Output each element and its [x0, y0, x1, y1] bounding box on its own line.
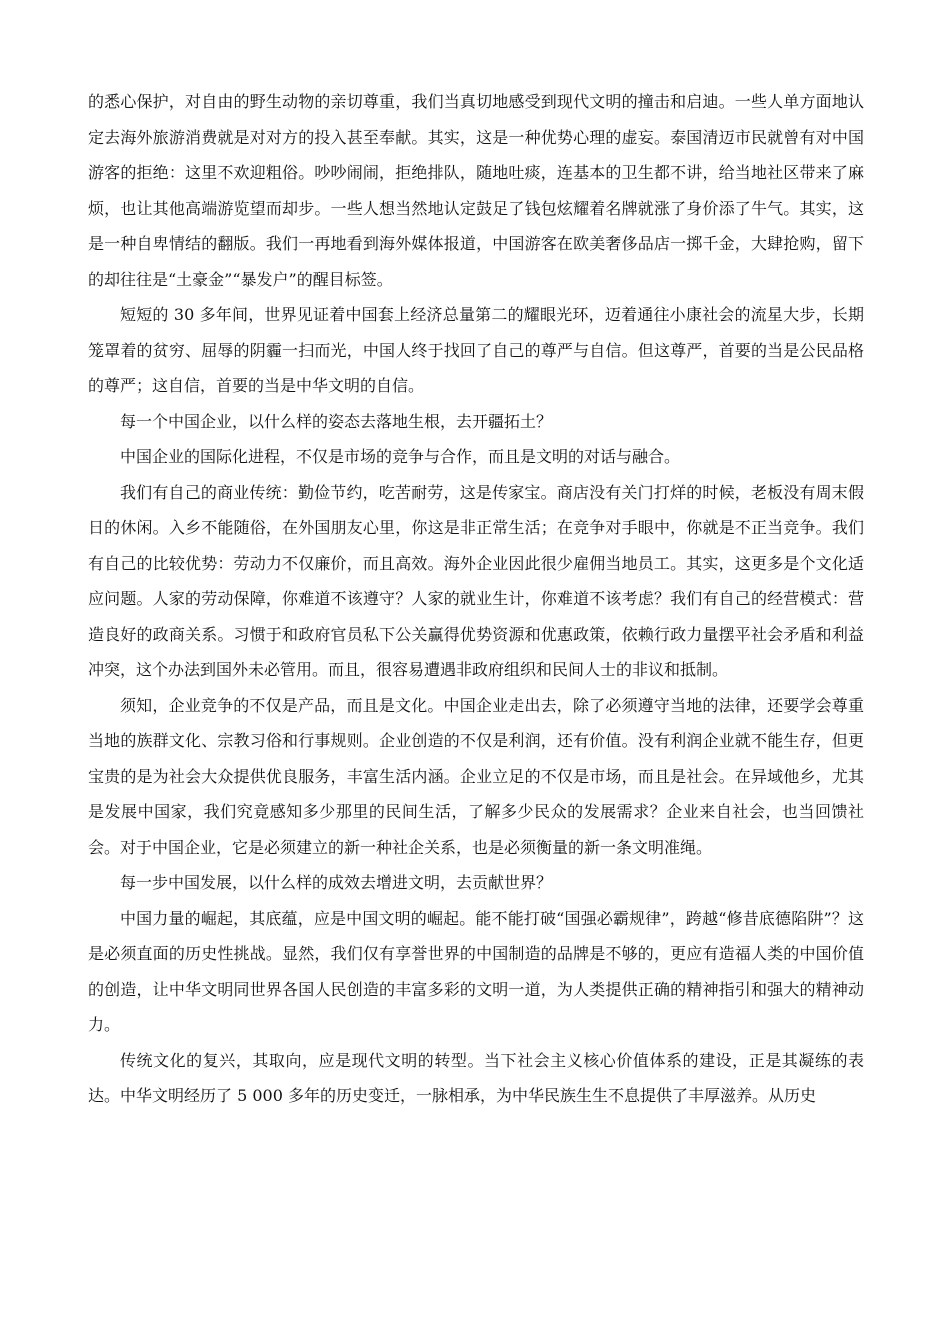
paragraph-7: 每一步中国发展，以什么样的成效去增进文明，去贡献世界？ [120, 873, 553, 892]
document-body [88, 84, 864, 1114]
paragraph-1: 的悉心保护，对自由的野生动物的亲切尊重，我们当真切地感受到现代文明的撞击和启迪。一些人单方面地认定去海外旅游消费就是对对方的投入甚至奉献。其实，这是一种优势心理的虚妄。泰国清迈市民就曾有对中国游客的拒绝：这里不欢迎粗俗。吵吵闹闹，拒绝排队，随地吐痰，连基本的卫生都不讲，给当地社区带来了麻烦，也让其他高端游览望而却步。一些人想当然地认定鼓足了钱包炫耀着名牌就涨了身价添了牛气。其实，这是一种自卑情结的翻版。我们一再地看到海外媒体报道，中国游客在欧美奢侈品店一掷千金，大肆抢购，留下的却往往是“土豪金”“暴发户”的醒目标签。 [88, 92, 864, 289]
paragraph-5: 我们有自己的商业传统：勤俭节约，吃苦耐劳，这是传家宝。商店没有关门打烊的时候，老板没有周末假日的休闲。入乡不能随俗，在外国朋友心里，你这是非正常生活；在竞争对手眼中，你就是不正当竞争。我们有自己的比较优势：劳动力不仅廉价，而且高效。海外企业因此很少雇佣当地员工。其实，这更多是个文化适应问题。人家的劳动保障，你难道不该遵守？人家的就业生计，你难道不该考虑？我们有自己的经营模式：营造良好的政商关系。习惯于和政府官员私下公关赢得优势资源和优惠政策，依赖行政力量摆平社会矛盾和利益冲突，这个办法到国外未必管用。而且，很容易遭遇非政府组织和民间人士的非议和抵制。 [88, 482, 864, 679]
paragraph-8: 中国力量的崛起，其底蕴，应是中国文明的崛起。能不能打破“国强必霸规律”，跨越“修昔底德陷阱”？这是必须直面的历史性挑战。显然，我们仅有享誉世界的中国制造的品牌是不够的，更应有造福人类的中国价值的创造，让中华文明同世界各国人民创造的丰富多彩的文明一道，为人类提供正确的精神指引和强大的精神动力。 [88, 908, 864, 1034]
paragraph-2: 短短的 30 多年间，世界见证着中国套上经济总量第二的耀眼光环，迈着通往小康社会的流星大步，长期笼罩着的贫穷、屈辱的阴霾一扫而光，中国人终于找回了自己的尊严与自信。但这尊严，首要的当是公民品格的尊严；这自信，首要的当是中华文明的自信。 [88, 305, 864, 395]
paragraph-6: 须知，企业竞争的不仅是产品，而且是文化。中国企业走出去，除了必须遵守当地的法律，还要学会尊重当地的族群文化、宗教习俗和行事规则。企业创造的不仅是利润，还有价值。没有利润企业就不能生存，但更宝贵的是为社会大众提供优良服务，丰富生活内涵。企业立足的不仅是市场，而且是社会。在异域他乡，尤其是发展中国家，我们究竟感知多少那里的民间生活，了解多少民众的发展需求？企业来自社会，也当回馈社会。对于中国企业，它是必须建立的新一种社企关系，也是必须衡量的新一条文明准绳。 [88, 695, 864, 857]
paragraph-4: 中国企业的国际化进程，不仅是市场的竞争与合作，而且是文明的对话与融合。 [120, 447, 681, 466]
paragraph-3: 每一个中国企业，以什么样的姿态去落地生根，去开疆拓土？ [120, 411, 553, 431]
paragraph-9: 传统文化的复兴，其取向，应是现代文明的转型。当下社会主义核心价值体系的建设，正是其凝练的表达。中华文明经历了 5 000 多年的历史变迁，一脉相承，为中华民族生生不息提供了丰厚滋养。从历史 [88, 1050, 864, 1105]
